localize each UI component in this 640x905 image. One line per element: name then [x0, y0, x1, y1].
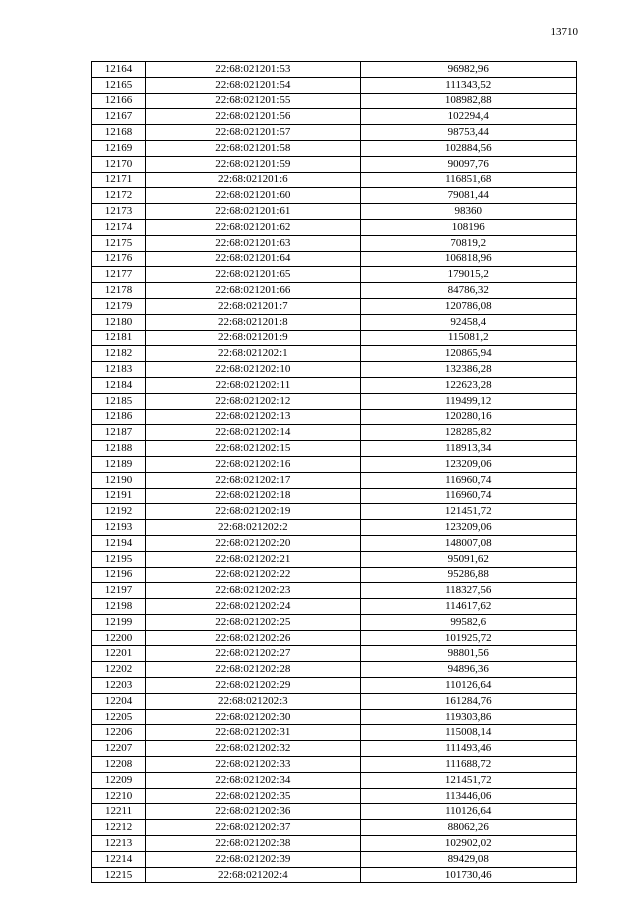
table-row	[92, 219, 577, 235]
table-row	[92, 362, 577, 378]
row-number-cell: 12182	[92, 346, 146, 362]
table-row	[92, 156, 577, 172]
table-body	[92, 62, 577, 883]
cadastral-value-cell: 115008,14	[360, 725, 576, 741]
cadastral-number-cell: 22:68:021202:38	[146, 836, 360, 852]
table-row	[92, 188, 577, 204]
table-row	[92, 772, 577, 788]
row-number-cell: 12200	[92, 630, 146, 646]
row-number-cell: 12215	[92, 867, 146, 883]
table-row	[92, 330, 577, 346]
table-row	[92, 377, 577, 393]
row-number-cell: 12179	[92, 298, 146, 314]
cadastral-value-cell: 118327,56	[360, 583, 576, 599]
table-row	[92, 678, 577, 694]
table-row	[92, 867, 577, 883]
table-row	[92, 567, 577, 583]
row-number-cell: 12190	[92, 472, 146, 488]
table-row	[92, 820, 577, 836]
table-row	[92, 709, 577, 725]
cadastral-value-cell: 101925,72	[360, 630, 576, 646]
cadastral-value-cell: 123209,06	[360, 520, 576, 536]
cadastral-number-cell: 22:68:021202:11	[146, 377, 360, 393]
table-row	[92, 393, 577, 409]
cadastral-number-cell: 22:68:021202:35	[146, 788, 360, 804]
table-row	[92, 551, 577, 567]
cadastral-value-cell: 98753,44	[360, 125, 576, 141]
cadastral-number-cell: 22:68:021201:65	[146, 267, 360, 283]
table-row	[92, 441, 577, 457]
cadastral-value-cell: 92458,4	[360, 314, 576, 330]
cadastral-number-cell: 22:68:021202:24	[146, 599, 360, 615]
row-number-cell: 12167	[92, 109, 146, 125]
cadastral-number-cell: 22:68:021202:25	[146, 614, 360, 630]
cadastral-number-cell: 22:68:021201:54	[146, 77, 360, 93]
cadastral-value-cell: 102902,02	[360, 836, 576, 852]
table-row	[92, 725, 577, 741]
cadastral-number-cell: 22:68:021202:1	[146, 346, 360, 362]
cadastral-value-cell: 128285,82	[360, 425, 576, 441]
cadastral-value-cell: 120280,16	[360, 409, 576, 425]
cadastral-value-cell: 90097,76	[360, 156, 576, 172]
cadastral-value-cell: 106818,96	[360, 251, 576, 267]
table-row	[92, 646, 577, 662]
table-row	[92, 614, 577, 630]
cadastral-value-cell: 111343,52	[360, 77, 576, 93]
cadastral-value-cell: 111688,72	[360, 757, 576, 773]
cadastral-value-cell: 120786,08	[360, 298, 576, 314]
cadastral-number-cell: 22:68:021201:55	[146, 93, 360, 109]
row-number-cell: 12212	[92, 820, 146, 836]
cadastral-value-cell: 99582,6	[360, 614, 576, 630]
table-row	[92, 583, 577, 599]
table-row	[92, 851, 577, 867]
cadastral-value-cell: 148007,08	[360, 535, 576, 551]
table-row	[92, 757, 577, 773]
cadastral-number-cell: 22:68:021201:60	[146, 188, 360, 204]
cadastral-value-cell: 161284,76	[360, 693, 576, 709]
cadastral-value-cell: 115081,2	[360, 330, 576, 346]
row-number-cell: 12188	[92, 441, 146, 457]
row-number-cell: 12203	[92, 678, 146, 694]
table-row	[92, 77, 577, 93]
cadastral-number-cell: 22:68:021202:4	[146, 867, 360, 883]
cadastral-number-cell: 22:68:021202:33	[146, 757, 360, 773]
row-number-cell: 12209	[92, 772, 146, 788]
cadastral-value-cell: 94896,36	[360, 662, 576, 678]
row-number-cell: 12194	[92, 535, 146, 551]
table-row	[92, 109, 577, 125]
row-number-cell: 12202	[92, 662, 146, 678]
cadastral-number-cell: 22:68:021202:13	[146, 409, 360, 425]
table-row	[92, 346, 577, 362]
cadastral-value-cell: 111493,46	[360, 741, 576, 757]
cadastral-number-cell: 22:68:021202:32	[146, 741, 360, 757]
cadastral-value-cell: 110126,64	[360, 678, 576, 694]
table-row	[92, 472, 577, 488]
cadastral-number-cell: 22:68:021202:18	[146, 488, 360, 504]
table-row	[92, 204, 577, 220]
cadastral-value-cell: 84786,32	[360, 283, 576, 299]
cadastral-number-cell: 22:68:021202:23	[146, 583, 360, 599]
cadastral-number-cell: 22:68:021202:29	[146, 678, 360, 694]
row-number-cell: 12168	[92, 125, 146, 141]
table-row	[92, 504, 577, 520]
table-row	[92, 520, 577, 536]
row-number-cell: 12196	[92, 567, 146, 583]
row-number-cell: 12181	[92, 330, 146, 346]
row-number-cell: 12172	[92, 188, 146, 204]
cadastral-number-cell: 22:68:021201:53	[146, 62, 360, 78]
table-row	[92, 251, 577, 267]
table-row	[92, 267, 577, 283]
table-row	[92, 425, 577, 441]
table-row	[92, 788, 577, 804]
cadastral-number-cell: 22:68:021201:57	[146, 125, 360, 141]
cadastral-value-cell: 101730,46	[360, 867, 576, 883]
cadastral-number-cell: 22:68:021201:64	[146, 251, 360, 267]
cadastral-number-cell: 22:68:021201:8	[146, 314, 360, 330]
table-row	[92, 693, 577, 709]
cadastral-number-cell: 22:68:021202:22	[146, 567, 360, 583]
cadastral-number-cell: 22:68:021201:66	[146, 283, 360, 299]
cadastral-value-cell: 88062,26	[360, 820, 576, 836]
row-number-cell: 12176	[92, 251, 146, 267]
row-number-cell: 12191	[92, 488, 146, 504]
cadastral-value-cell: 89429,08	[360, 851, 576, 867]
cadastral-value-cell: 119303,86	[360, 709, 576, 725]
cadastral-value-cell: 121451,72	[360, 504, 576, 520]
cadastral-number-cell: 22:68:021201:58	[146, 140, 360, 156]
row-number-cell: 12165	[92, 77, 146, 93]
row-number-cell: 12199	[92, 614, 146, 630]
cadastral-number-cell: 22:68:021202:14	[146, 425, 360, 441]
row-number-cell: 12178	[92, 283, 146, 299]
cadastral-number-cell: 22:68:021202:27	[146, 646, 360, 662]
cadastral-value-cell: 102294,4	[360, 109, 576, 125]
cadastral-number-cell: 22:68:021201:56	[146, 109, 360, 125]
cadastral-value-cell: 79081,44	[360, 188, 576, 204]
row-number-cell: 12210	[92, 788, 146, 804]
row-number-cell: 12186	[92, 409, 146, 425]
cadastral-number-cell: 22:68:021202:2	[146, 520, 360, 536]
cadastral-number-cell: 22:68:021202:26	[146, 630, 360, 646]
cadastral-value-cell: 122623,28	[360, 377, 576, 393]
cadastral-value-cell: 179015,2	[360, 267, 576, 283]
row-number-cell: 12197	[92, 583, 146, 599]
cadastral-value-cell: 96982,96	[360, 62, 576, 78]
cadastral-value-cell: 113446,06	[360, 788, 576, 804]
cadastral-number-cell: 22:68:021202:28	[146, 662, 360, 678]
row-number-cell: 12187	[92, 425, 146, 441]
cadastral-value-cell: 98801,56	[360, 646, 576, 662]
row-number-cell: 12171	[92, 172, 146, 188]
table-row	[92, 630, 577, 646]
cadastral-number-cell: 22:68:021202:30	[146, 709, 360, 725]
row-number-cell: 12198	[92, 599, 146, 615]
row-number-cell: 12180	[92, 314, 146, 330]
table-row	[92, 456, 577, 472]
row-number-cell: 12207	[92, 741, 146, 757]
cadastral-value-cell: 108982,88	[360, 93, 576, 109]
row-number-cell: 12193	[92, 520, 146, 536]
cadastral-number-cell: 22:68:021202:15	[146, 441, 360, 457]
cadastral-number-cell: 22:68:021201:9	[146, 330, 360, 346]
cadastral-number-cell: 22:68:021202:34	[146, 772, 360, 788]
cadastral-number-cell: 22:68:021201:7	[146, 298, 360, 314]
cadastral-value-table	[91, 61, 577, 883]
cadastral-number-cell: 22:68:021201:61	[146, 204, 360, 220]
cadastral-value-cell: 120865,94	[360, 346, 576, 362]
cadastral-value-cell: 95091,62	[360, 551, 576, 567]
cadastral-number-cell: 22:68:021202:21	[146, 551, 360, 567]
row-number-cell: 12214	[92, 851, 146, 867]
table-row	[92, 235, 577, 251]
row-number-cell: 12189	[92, 456, 146, 472]
cadastral-value-cell: 114617,62	[360, 599, 576, 615]
row-number-cell: 12173	[92, 204, 146, 220]
row-number-cell: 12170	[92, 156, 146, 172]
cadastral-number-cell: 22:68:021202:16	[146, 456, 360, 472]
table-row	[92, 140, 577, 156]
cadastral-value-cell: 119499,12	[360, 393, 576, 409]
table-row	[92, 172, 577, 188]
table-row	[92, 488, 577, 504]
cadastral-number-cell: 22:68:021202:31	[146, 725, 360, 741]
cadastral-value-cell: 70819,2	[360, 235, 576, 251]
row-number-cell: 12185	[92, 393, 146, 409]
table-row	[92, 298, 577, 314]
row-number-cell: 12204	[92, 693, 146, 709]
row-number-cell: 12184	[92, 377, 146, 393]
row-number-cell: 12164	[92, 62, 146, 78]
table-row	[92, 125, 577, 141]
cadastral-number-cell: 22:68:021201:59	[146, 156, 360, 172]
row-number-cell: 12205	[92, 709, 146, 725]
cadastral-number-cell: 22:68:021202:39	[146, 851, 360, 867]
table-row	[92, 93, 577, 109]
cadastral-value-cell: 116960,74	[360, 488, 576, 504]
table-row	[92, 314, 577, 330]
table-row	[92, 836, 577, 852]
page-number: 13710	[550, 26, 578, 38]
cadastral-value-cell: 123209,06	[360, 456, 576, 472]
cadastral-number-cell: 22:68:021202:19	[146, 504, 360, 520]
cadastral-number-cell: 22:68:021202:37	[146, 820, 360, 836]
cadastral-value-cell: 132386,28	[360, 362, 576, 378]
table-row	[92, 409, 577, 425]
cadastral-number-cell: 22:68:021202:12	[146, 393, 360, 409]
row-number-cell: 12213	[92, 836, 146, 852]
cadastral-number-cell: 22:68:021202:20	[146, 535, 360, 551]
cadastral-value-cell: 110126,64	[360, 804, 576, 820]
cadastral-value-cell: 118913,34	[360, 441, 576, 457]
row-number-cell: 12195	[92, 551, 146, 567]
table-row	[92, 662, 577, 678]
row-number-cell: 12192	[92, 504, 146, 520]
row-number-cell: 12169	[92, 140, 146, 156]
table-row	[92, 283, 577, 299]
cadastral-value-cell: 98360	[360, 204, 576, 220]
cadastral-number-cell: 22:68:021202:10	[146, 362, 360, 378]
row-number-cell: 12211	[92, 804, 146, 820]
cadastral-value-cell: 95286,88	[360, 567, 576, 583]
table-row	[92, 741, 577, 757]
row-number-cell: 12174	[92, 219, 146, 235]
row-number-cell: 12175	[92, 235, 146, 251]
cadastral-number-cell: 22:68:021202:36	[146, 804, 360, 820]
table-row	[92, 599, 577, 615]
cadastral-number-cell: 22:68:021201:62	[146, 219, 360, 235]
cadastral-value-cell: 116851,68	[360, 172, 576, 188]
cadastral-value-cell: 108196	[360, 219, 576, 235]
table-row	[92, 62, 577, 78]
cadastral-number-cell: 22:68:021201:63	[146, 235, 360, 251]
row-number-cell: 12201	[92, 646, 146, 662]
cadastral-number-cell: 22:68:021202:3	[146, 693, 360, 709]
cadastral-value-cell: 116960,74	[360, 472, 576, 488]
row-number-cell: 12166	[92, 93, 146, 109]
row-number-cell: 12206	[92, 725, 146, 741]
cadastral-value-cell: 102884,56	[360, 140, 576, 156]
cadastral-number-cell: 22:68:021202:17	[146, 472, 360, 488]
row-number-cell: 12183	[92, 362, 146, 378]
cadastral-number-cell: 22:68:021201:6	[146, 172, 360, 188]
cadastral-value-cell: 121451,72	[360, 772, 576, 788]
table-row	[92, 535, 577, 551]
table-row	[92, 804, 577, 820]
row-number-cell: 12177	[92, 267, 146, 283]
row-number-cell: 12208	[92, 757, 146, 773]
